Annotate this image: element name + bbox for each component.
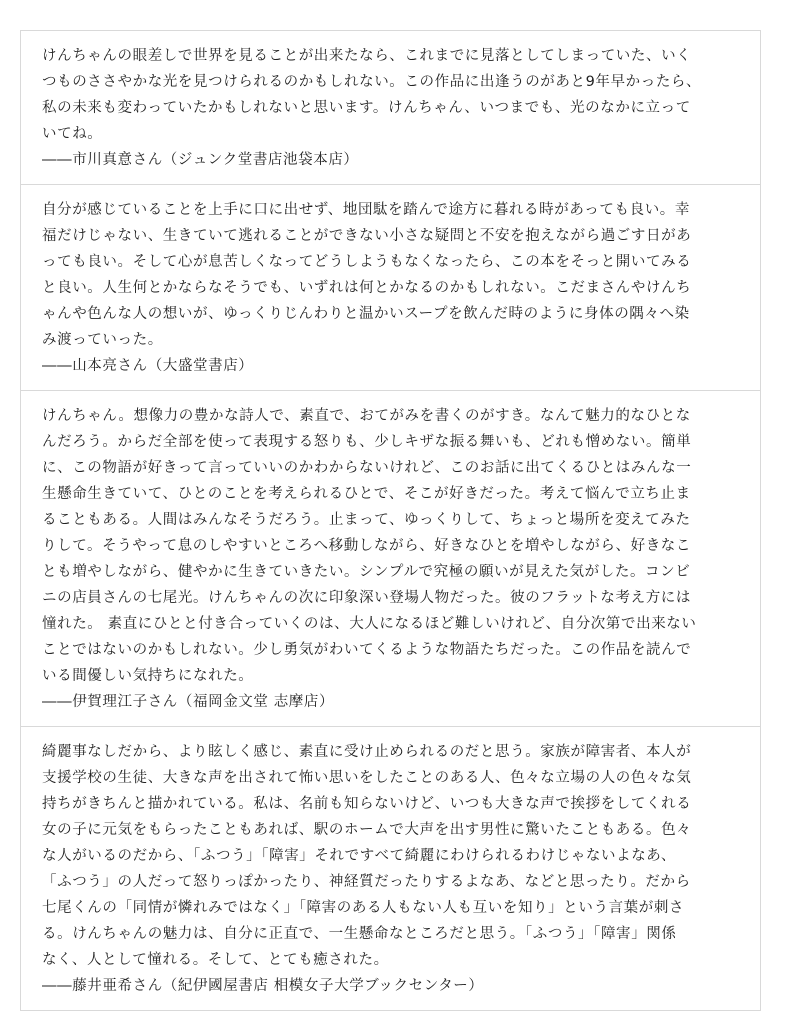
review-card xyxy=(21,727,760,1010)
review-attribution: ――伊賀理江子さん（福岡金文堂 志摩店） xyxy=(42,694,335,710)
review-body: 自分が感じていることを上手に口に出せず、地団駄を踏んで途方に暮れる時があっても良い。幸 福だけじゃない、生きていて逃れることができない小さな疑問と不安を抱えながら過ごす日があ っても良い。そして心が息苦しくなってどうしようもなくなったら、この本をそっと開いてみる と良い。人生何とかならなそうでも、いずれは何とかなるのかもしれない。こだまさんやけんち ゃんや色んな人の想いが、ゆっくりじんわりと温かいスープを飲んだ時のように身体の隅々へ染 み渡っていった。 xyxy=(42,202,692,348)
review-attribution: ――藤井亜希さん（紀伊國屋書店 相模女子大学ブックセンター） xyxy=(42,978,484,994)
review-body: 綺麗事なしだから、より眩しく感じ、素直に受け止められるのだと思う。家族が障害者、本人が 支援学校の生徒、大きな声を出されて怖い思いをしたことのある人、色々な立場の人の色々な気 持ちがきちんと描かれている。私は、名前も知らないけど、いつも大きな声で挨拶をしてくれる 女の子に元気をもらったこともあれば、駅のホームで大声を出す男性に驚いたこともある。色々 な人がいるのだから、「ふつう」「障害」それですべて綺麗にわけられるわけじゃないよなあ、 「ふつう」の人だって怒りっぽかったり、神経質だったりするよなあ、などと思ったり。だから 七尾くんの「同情が憐れみではなく」「障害のある人もない人も互いを知り」という言葉が刺さ る。けんちゃんの魅力は、自分に正直で、一生懸命なところだと思う。「ふつう」「障害」関係 なく、人として憧れる。そして、とても癒された。 xyxy=(42,744,692,968)
review-card xyxy=(21,391,760,727)
review-body: けんちゃん。想像力の豊かな詩人で、素直で、おてがみを書くのがすき。なんて魅力的なひとな んだろう。からだ全部を使って表現する怒りも、少しキザな振る舞いも、どれも憎めない。簡単 に、この物語が好きって言っていいのかわからないけれど、このお話に出てくるひとはみんな一 生懸命生きていて、ひとのことを考えられるひとで、そこが好きだった。考えて悩んで立ち止ま ることもある。人間はみんなそうだろう。止まって、ゆっくりして、ちょっと場所を変えてみた りして。そうやって息のしやすいところへ移動しながら、好きなひとを増やしながら、好きなこ とも増やしながら、健やかに生きていきたい。シンプルで究極の願いが見えた気がした。コンビ ニの店員さんの七尾光。けんちゃんの次に印象深い登場人物だった。彼のフラットな考え方には 憧れた。 素直にひとと付き合っていくのは、大人になるほど難しいけれど、自分次第で出来ない ことではないのかもしれない。少し勇気がわいてくるような物語たちだった。この作品を読んで いる間優しい気持ちになれた。 xyxy=(42,408,697,684)
review-body: けんちゃんの眼差しで世界を見ることが出来たなら、これまでに見落としてしまっていた、いく つものささやかな光を見つけられるのかもしれない。この作品に出逢うのがあと9年早かったら、 私の未来も変わっていたかもしれないと思います。けんちゃん、いつまでも、光のなかに立って いてね。 xyxy=(42,48,702,142)
review-card xyxy=(21,31,760,185)
review-card xyxy=(21,185,760,391)
review-attribution: ――市川真意さん（ジュンク堂書店池袋本店） xyxy=(42,152,359,168)
review-attribution: ――山本亮さん（大盛堂書店） xyxy=(42,358,254,374)
review-list xyxy=(20,30,761,1011)
